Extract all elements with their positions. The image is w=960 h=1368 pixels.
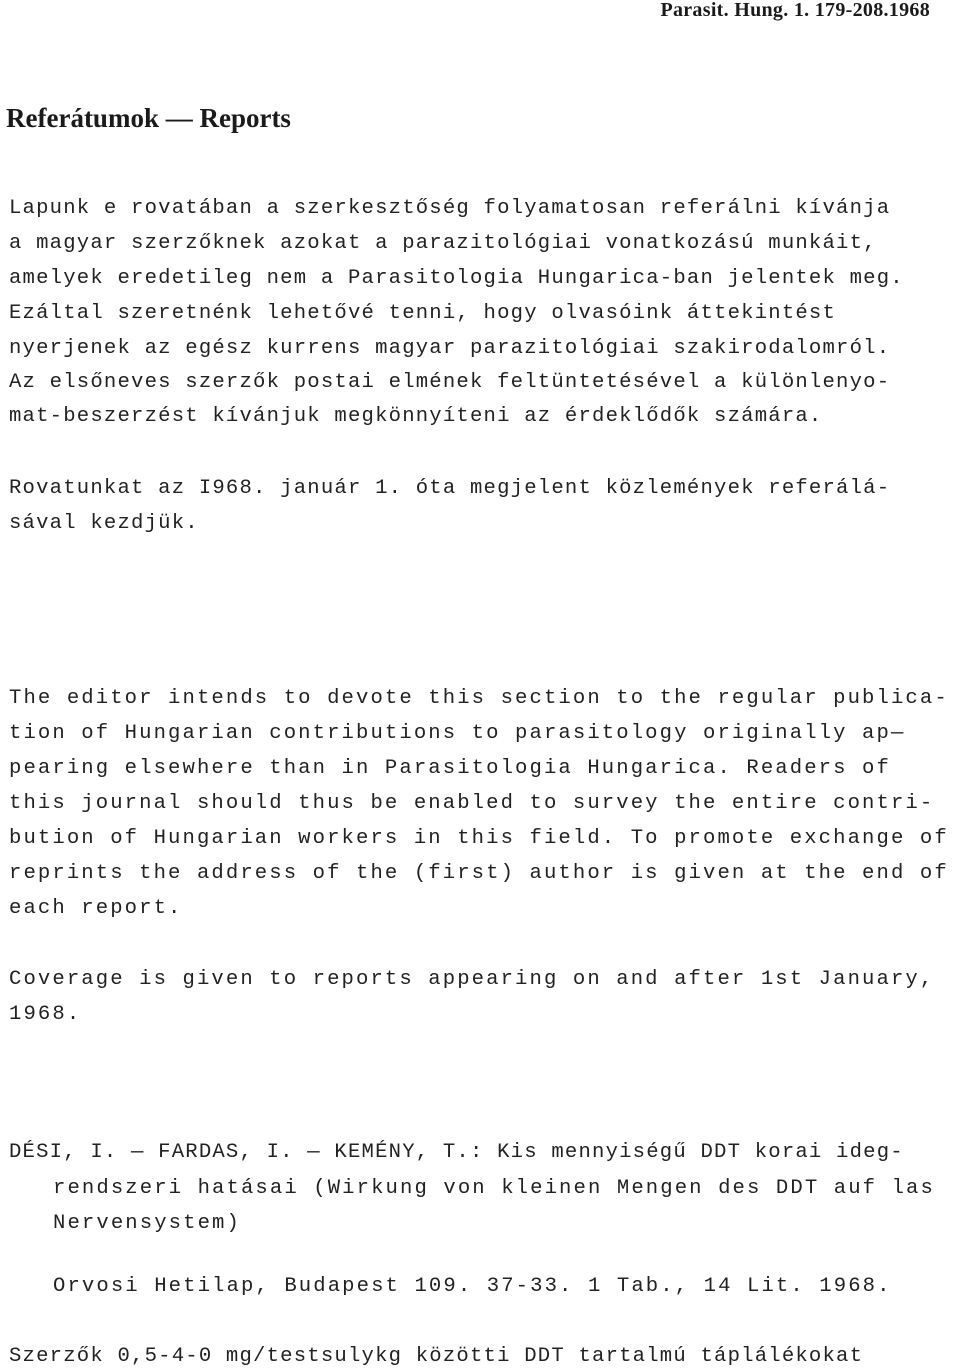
intro-en-line: each report. <box>9 897 183 920</box>
report-source: Orvosi Hetilap, Budapest 109. 37-33. 1 Tab., 14 Lit. 1968. <box>53 1275 892 1298</box>
intro-en-line: The editor intends to devote this section to the regular publica- <box>9 687 949 710</box>
report-citation-line: rendszeri hatásai (Wirkung von kleinen Mengen des DDT auf las <box>53 1177 935 1200</box>
coverage-en-line: 1968. <box>9 1003 82 1026</box>
intro-hu-line: Ezáltal szeretnénk lehetővé tenni, hogy olvasóink áttekintést <box>9 302 837 325</box>
intro-en-line: bution of Hungarian workers in this field. To promote exchange of <box>9 827 949 850</box>
intro-hu-line: a magyar szerzőknek azokat a parazitológiai vonatkozású munkáit, <box>9 232 877 255</box>
report-body: Szerzők 0,5-4-0 mg/testsulykg közötti DDT tartalmú táplálékokat <box>9 1345 864 1368</box>
intro-hu-line: Lapunk e rovatában a szerkesztőség folyamatosan referálni kívánja <box>9 197 891 220</box>
report-citation-line: DÉSI, I. — FARDAS, I. — KEMÉNY, T.: Kis mennyiségű DDT korai ideg- <box>9 1141 904 1164</box>
running-head: Parasit. Hung. 1. 179-208.1968 <box>660 0 930 21</box>
intro-en-line: this journal should thus be enabled to survey the entire contri- <box>9 792 935 815</box>
coverage-hu-line: sával kezdjük. <box>9 512 199 535</box>
intro-hu-line: Az elsőneves szerzők postai elmének feltüntetésével a különlenyo- <box>9 371 891 394</box>
intro-en-line: pearing elsewhere than in Parasitologia Hungarica. Readers of <box>9 757 891 780</box>
coverage-en-line: Coverage is given to reports appearing on and after 1st January, <box>9 968 935 991</box>
intro-en-line: tion of Hungarian contributions to parasitology originally ap— <box>9 722 906 745</box>
intro-hu-line: nyerjenek az egész kurrens magyar parazitológiai szakirodalomról. <box>9 337 891 360</box>
intro-en-line: reprints the address of the (first) author is given at the end of <box>9 862 949 885</box>
section-title: Referátumok — Reports <box>6 103 291 133</box>
intro-hu-line: amelyek eredetileg nem a Parasitologia Hungarica-ban jelentek meg. <box>9 267 904 290</box>
intro-hu-line: mat-beszerzést kívánjuk megkönnyíteni az érdeklődők számára. <box>9 405 823 428</box>
report-citation-line: Nervensystem) <box>53 1212 241 1235</box>
coverage-hu-line: Rovatunkat az I968. január 1. óta megjelent közlemények referálá- <box>9 477 891 500</box>
